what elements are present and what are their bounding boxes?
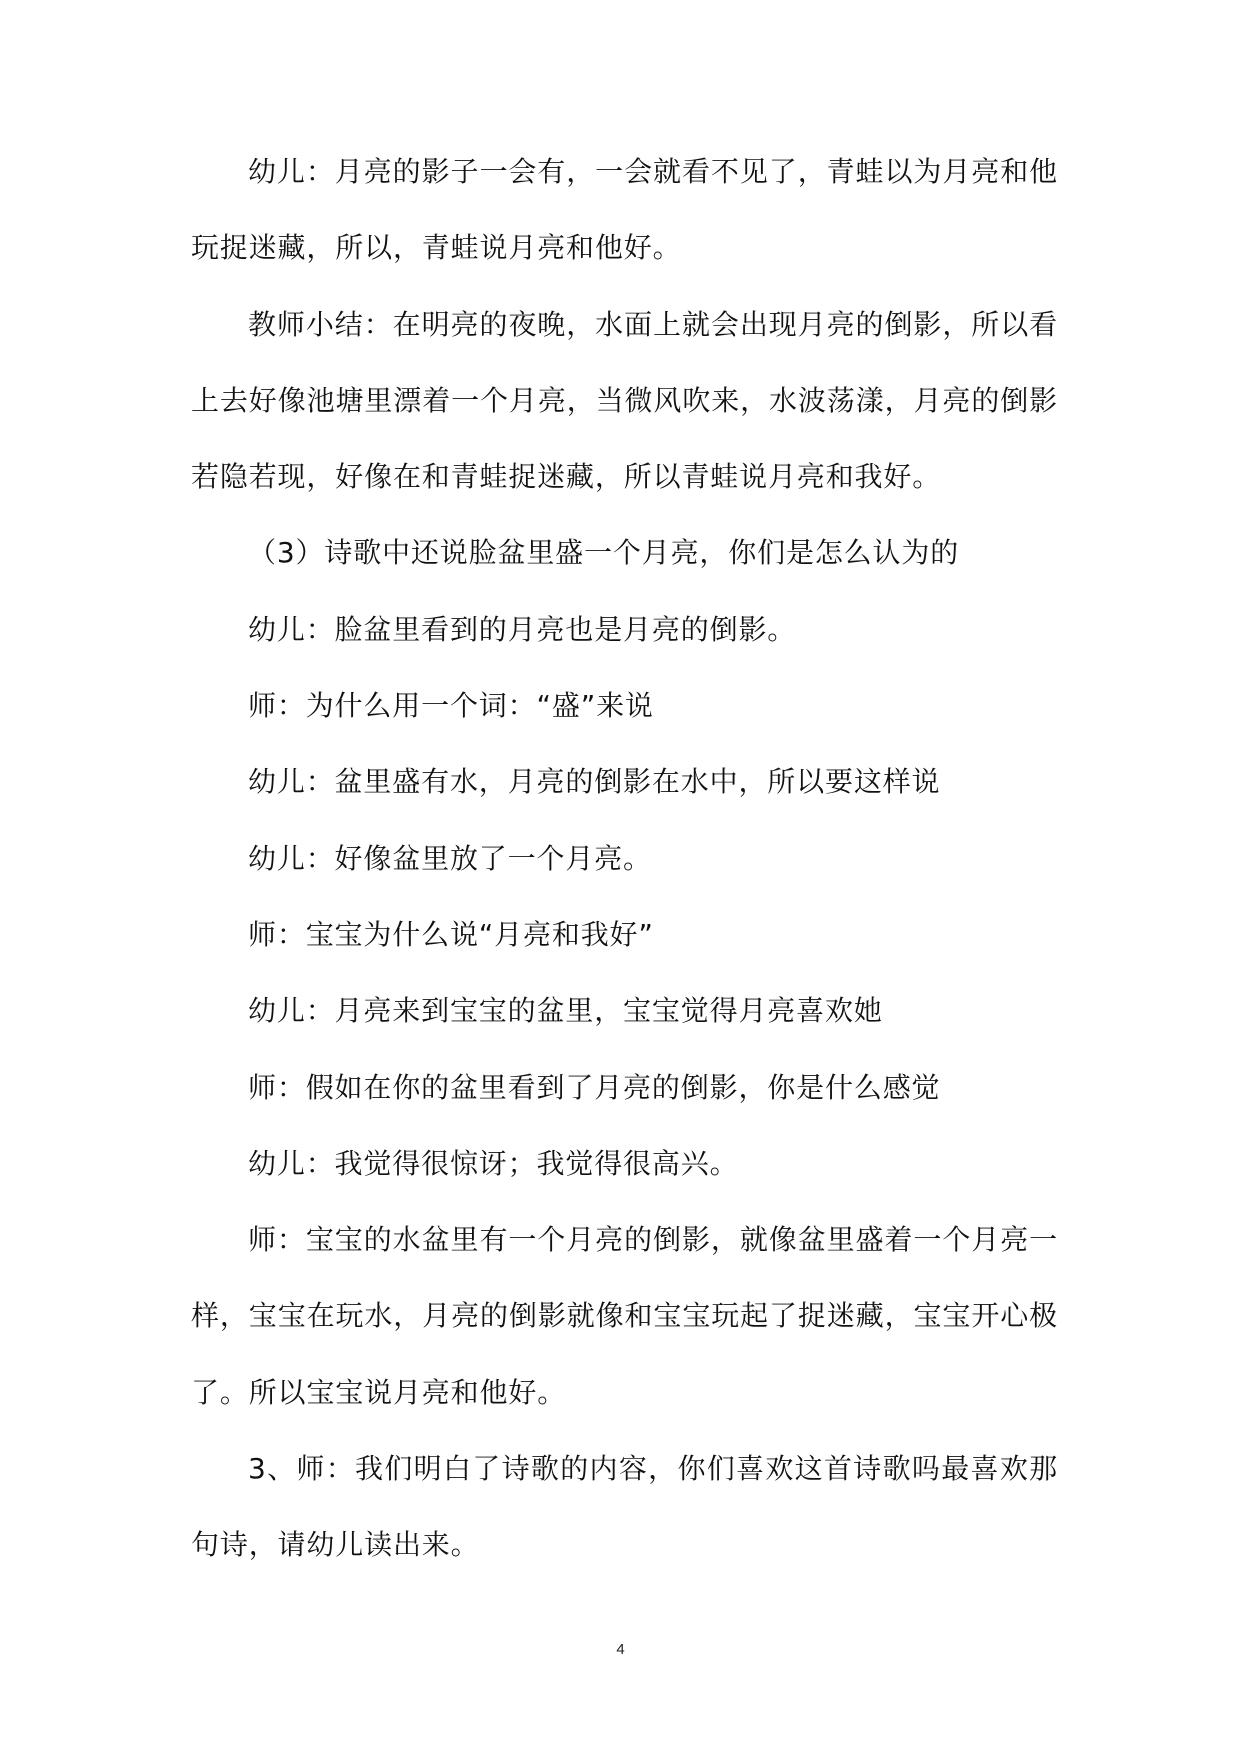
text-line: 玩捉迷藏，所以，青蛙说月亮和他好。	[191, 231, 682, 265]
text-line: 师：宝宝为什么说“月亮和我好”	[248, 917, 654, 951]
text-line: 幼儿：好像盆里放了一个月亮。	[248, 841, 652, 875]
paragraph	[191, 744, 1058, 820]
paragraph	[191, 287, 1058, 516]
paragraph	[191, 134, 1058, 287]
text-line: 幼儿：月亮的影子一会有，一会就看不见了，青蛙以为月亮和他	[248, 155, 1058, 188]
text-line: 了。所以宝宝说月亮和他好。	[191, 1375, 567, 1409]
text-line: 幼儿：脸盆里看到的月亮也是月亮的倒影。	[248, 612, 797, 646]
paragraph	[191, 821, 1058, 897]
paragraph	[191, 1050, 1058, 1126]
paragraph	[191, 1126, 1058, 1202]
text-line: 句诗，请幼儿读出来。	[191, 1528, 480, 1562]
text-line: 幼儿：月亮来到宝宝的盆里，宝宝觉得月亮喜欢她	[248, 994, 883, 1028]
text-line: 师：假如在你的盆里看到了月亮的倒影，你是什么感觉	[248, 1070, 941, 1104]
paragraph	[191, 897, 1058, 973]
text-line: 教师小结：在明亮的夜晚，水面上就会出现月亮的倒影，所以看	[248, 307, 1058, 341]
paragraph	[191, 592, 1058, 668]
text-line: 样，宝宝在玩水，月亮的倒影就像和宝宝玩起了捉迷藏，宝宝开心极	[191, 1299, 1058, 1333]
paragraph	[191, 668, 1058, 744]
text-line: 上去好像池塘里漂着一个月亮，当微风吹来，水波荡漾，月亮的倒影	[191, 383, 1058, 417]
body-text	[191, 134, 1058, 1584]
text-line: 师：宝宝的水盆里有一个月亮的倒影，就像盆里盛着一个月亮一	[248, 1223, 1058, 1257]
paragraph	[191, 1202, 1058, 1431]
page-number: 4	[616, 1641, 625, 1658]
text-line: （3）诗歌中还说脸盆里盛一个月亮，你们是怎么认为的	[248, 536, 960, 570]
text-line: 幼儿：我觉得很惊讶；我觉得很高兴。	[248, 1146, 739, 1180]
text-line: 若隐若现，好像在和青蛙捉迷藏，所以青蛙说月亮和我好。	[191, 460, 942, 494]
paragraph	[191, 973, 1058, 1049]
paragraph	[191, 515, 1058, 591]
text-line: 师：为什么用一个词：“盛”来说	[248, 689, 654, 723]
paragraph	[191, 1431, 1058, 1584]
text-line: 3、师：我们明白了诗歌的内容，你们喜欢这首诗歌吗最喜欢那	[248, 1452, 1058, 1486]
text-line: 幼儿：盆里盛有水，月亮的倒影在水中，所以要这样说	[248, 765, 941, 799]
